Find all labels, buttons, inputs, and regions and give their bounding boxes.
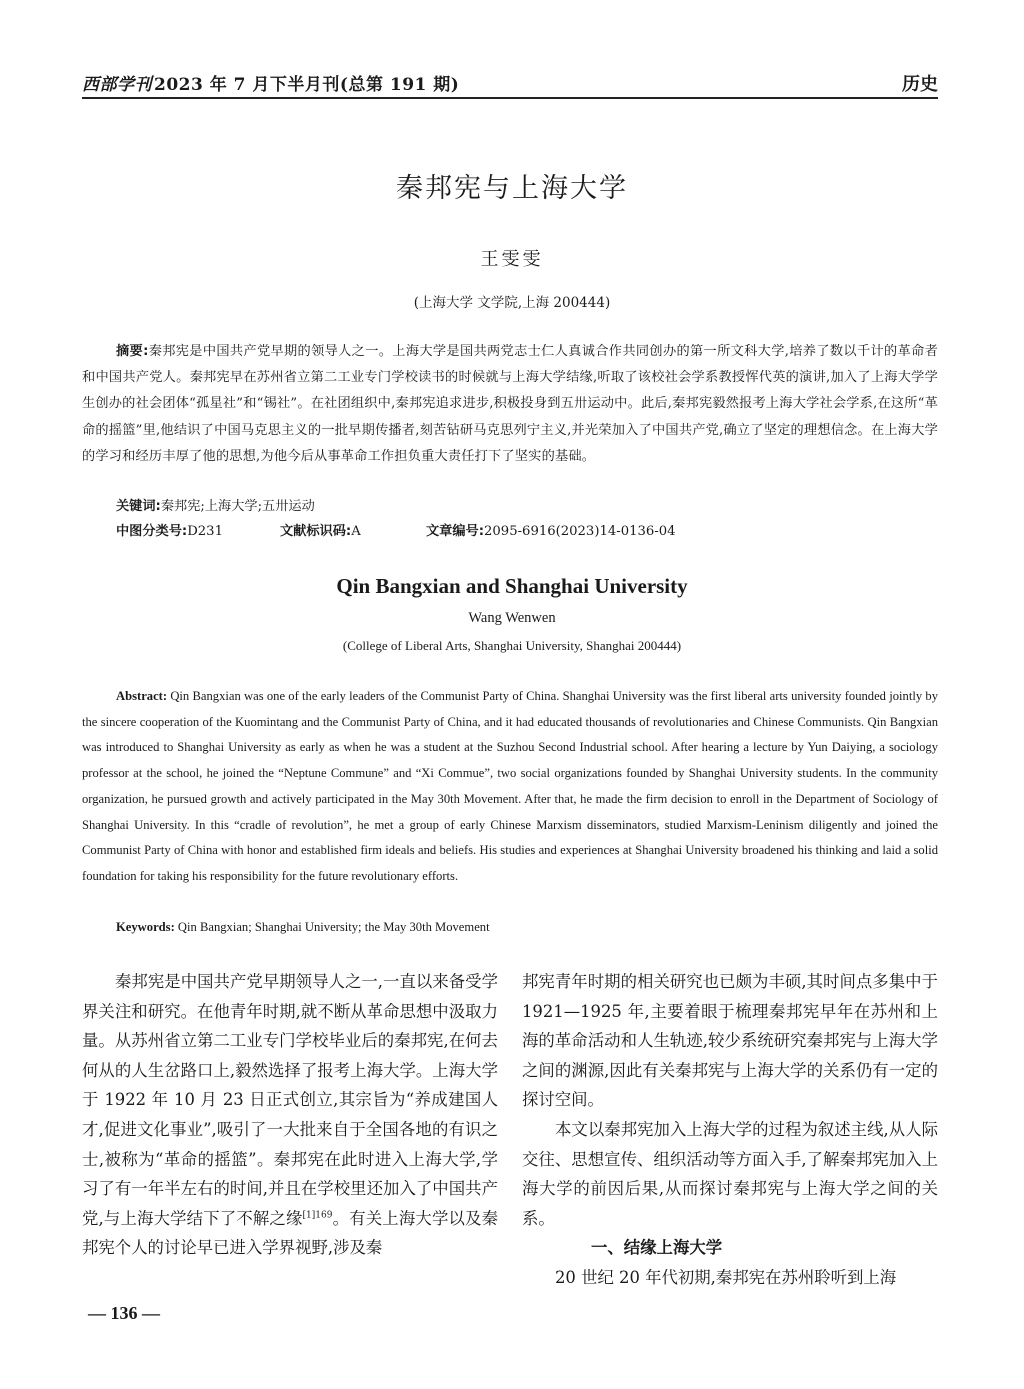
abstract-cn (82, 339, 938, 470)
abstract-en-text: Qin Bangxian was one of the early leaders of the Communist Party of China. Shanghai University was the first liberal arts university founded jointly by the sincere cooperation of the Kuomintang and the Communist Party of China, and it had educated thousands of revolutionaries and Chinese Communists. Qin Bangxian was introduced to Shanghai University as early as when he was a student at the Suzhou Second Industrial school. After hearing a lecture by Yun Daiying, a sociology professor at the school, he joined the “Neptune Commune” and “Xi Commue”, two social organizations founded by Shanghai University students. In the community organization, he pursued growth and actively participated in the May 30th Movement. After that, he made the firm decision to enroll in the Department of Sociology of Shanghai University. In this “cradle of revolution”, he met a group of early Chinese Marxism disseminators, studied Marxism-Leninism diligently and joined the Communist Party of China with honor and established firm ideals and beliefs. His studies and experiences at Shanghai University broadened his thinking and laid a solid foundation for taking his responsibility for the future revolutionary efforts. (82, 689, 938, 883)
page-title-cn: 秦邦宪与上海大学 (396, 173, 628, 204)
section-heading: 一、结缘上海大学 (591, 1238, 723, 1258)
journal-logo: 西部学刊 (82, 75, 152, 95)
abstract-en-label: Abstract: (116, 689, 168, 703)
art-value: 2095-6916(2023)14-0136-04 (484, 524, 676, 539)
keywords-en-label: Keywords: (116, 920, 175, 934)
body-column-left (82, 967, 498, 1263)
journal-header (82, 70, 459, 95)
body-column-right (522, 967, 938, 1293)
paragraph-text: 秦邦宪是中国共产党早期领导人之一,一直以来备受学界关注和研究。在他青年时期,就不断从革命思想中汲取力量。从苏州省立第二工业专门学校毕业后的秦邦宪,在何去何从的人生岔路口上,毅然选择了报考上海大学。上海大学于 1922 年 10 月 23 日正式创立,其宗旨为“养成建国人才,促进文化事业”,吸引了一大批来自于全国各地的有识之士,被称为“革命的摇篮”。秦邦宪在此时进入上海大学,学习了有一年半左右的时间,并且在学校里还加入了中国共产党,与上海大学结下了不解之缘 (82, 972, 498, 1228)
page-number: — 136 — (88, 1303, 160, 1323)
affiliation-en: (College of Liberal Arts, Shanghai University, Shanghai 200444) (342, 638, 682, 653)
body-paragraph: 邦宪青年时期的相关研究也已颇为丰硕,其时间点多集中于 1921—1925 年,主要着眼于梳理秦邦宪早年在苏州和上海的革命活动和人生轨迹,较少系统研究秦邦宪与上海大学之间的渊源,因此有关秦邦宪与上海大学的关系仍有一定的探讨空间。 (522, 972, 938, 1110)
citation-ref: [1]169 (302, 1210, 333, 1221)
body-paragraph: 本文以秦邦宪加入上海大学的过程为叙述主线,从人际交往、思想宣传、组织活动等方面入手,了解秦邦宪加入上海大学的前因后果,从而探讨秦邦宪与上海大学之间的关系。 (522, 1119, 938, 1228)
article-number (426, 520, 676, 539)
clc-number (116, 520, 223, 539)
author-cn: 王雯雯 (480, 249, 544, 270)
doc-value: A (351, 524, 361, 539)
keywords-cn-label: 关键词: (116, 499, 161, 514)
page-title-en: Qin Bangxian and Shanghai University (336, 574, 688, 598)
clc-value: D231 (187, 524, 223, 539)
header-rule (82, 97, 938, 99)
affiliation-cn: (上海大学 文学院,上海 200444) (413, 295, 611, 311)
keywords-cn-text: 秦邦宪;上海大学;五卅运动 (160, 499, 315, 514)
body-paragraph: 20 世纪 20 年代初期,秦邦宪在苏州聆听到上海 (555, 1267, 897, 1287)
keywords-en-text: Qin Bangxian; Shanghai University; the May 30th Movement (177, 920, 490, 934)
paragraph-text-end: 。有关上海大学以及秦邦宪个人的讨论早已进入学界视野,涉及秦 (82, 1208, 498, 1258)
art-label: 文章编号: (426, 524, 485, 539)
doc-code (280, 520, 361, 539)
author-en: Wang Wenwen (468, 610, 556, 626)
abstract-cn-label: 摘要: (116, 344, 149, 359)
abstract-en (82, 684, 938, 890)
doc-label: 文献标识码: (280, 524, 352, 539)
section-label: 历史 (902, 74, 938, 95)
keywords-cn (116, 495, 315, 514)
clc-label: 中图分类号: (116, 524, 188, 539)
body-paragraph (82, 967, 498, 1263)
abstract-cn-text: 秦邦宪是中国共产党早期的领导人之一。上海大学是国共两党志士仁人真诚合作共同创办的第一所文科大学,培养了数以千计的革命者和中国共产党人。秦邦宪早在苏州省立第二工业专门学校读书的时候就与上海大学结缘,听取了该校社会学系教授恽代英的演讲,加入了上海大学学生创办的社会团体“孤星社”和“锡社”。在社团组织中,秦邦宪追求进步,积极投身到五卅运动中。此后,秦邦宪毅然报考上海大学社会学系,在这所“革命的摇篮”里,他结识了中国马克思主义的一批早期传播者,刻苦钻研马克思列宁主义,并光荣加入了中国共产党,确立了坚定的理想信念。在上海大学的学习和经历丰厚了他的思想,为他今后从事革命工作担负重大责任打下了坚实的基础。 (82, 344, 938, 464)
keywords-en (116, 920, 490, 935)
issue-info: 2023 年 7 月下半月刊(总第 191 期) (154, 75, 460, 95)
